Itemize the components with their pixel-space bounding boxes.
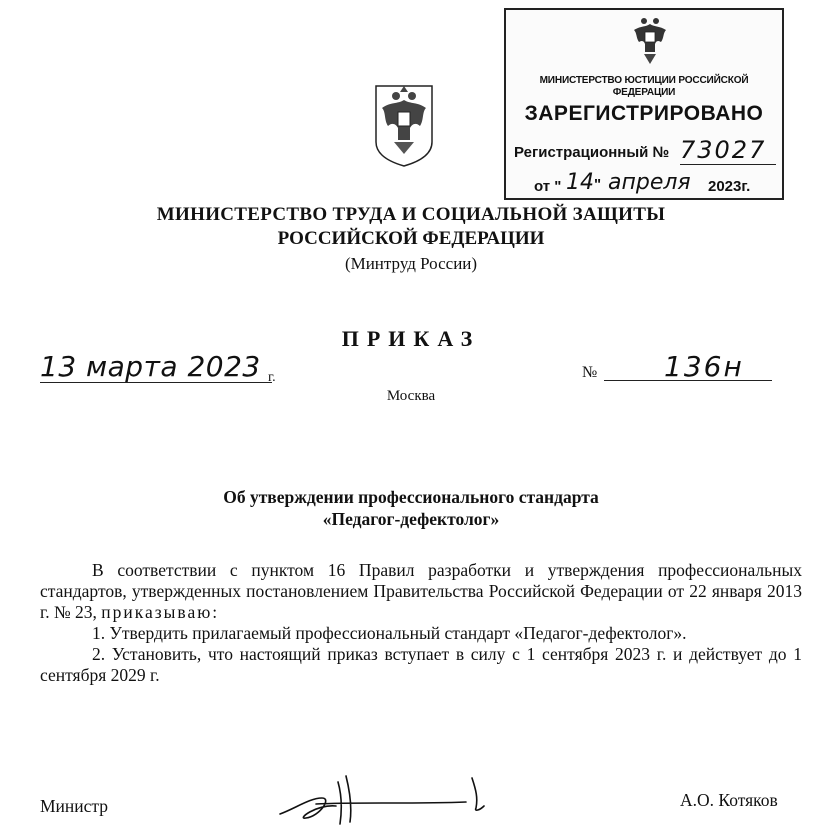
order-body xyxy=(40,560,802,686)
stamp-number-underline xyxy=(680,164,776,165)
ministry-title-line2: РОССИЙСКОЙ ФЕДЕРАЦИИ xyxy=(277,228,545,249)
coat-of-arms-emblem-icon xyxy=(372,82,436,168)
order-title: ПРИКАЗ xyxy=(341,326,481,351)
registration-stamp xyxy=(504,8,784,200)
subject-line2: «Педагог-дефектолог» xyxy=(322,509,500,529)
order-number-handwritten: 136н xyxy=(664,350,744,383)
order-subject xyxy=(0,486,822,530)
stamp-registration-number: 73027 xyxy=(680,136,767,164)
order-city: Москва xyxy=(386,388,436,404)
ministry-title-line1: МИНИСТЕРСТВО ТРУДА И СОЦИАЛЬНОЙ ЗАЩИТЫ xyxy=(156,204,666,225)
order-number-label: № xyxy=(582,364,598,381)
body-item-2: 2. Установить, что настоящий приказ вступает в силу с 1 сентября 2023 г. и действует до 1 сентября 2029 г. xyxy=(40,644,802,685)
stamp-date-month: апреля xyxy=(608,170,691,195)
signatory-title: Министр xyxy=(40,796,109,816)
stamp-date-year: 2023г. xyxy=(708,178,751,195)
body-intro: В соответствии с пунктом 16 Правил разработки и утверждения профессиональных стандартов, утвержденных постановлением Правительства Российской Федерации от 22 января 2013 г. № 23, приказываю: xyxy=(40,560,802,622)
handwritten-signature-icon xyxy=(276,768,506,828)
order-number-underline xyxy=(604,380,772,381)
stamp-emblem-icon xyxy=(630,14,670,68)
stamp-registration-label: Регистрационный № xyxy=(514,144,670,161)
ministry-short-name: (Минтруд России) xyxy=(344,254,478,273)
stamp-ministry-name: МИНИСТЕРСТВО ЮСТИЦИИ РОССИЙСКОЙ ФЕДЕРАЦИИ xyxy=(539,74,749,98)
order-date-handwritten: 13 марта 2023 xyxy=(40,350,261,383)
stamp-date-day: 14" xyxy=(566,170,602,195)
order-date-suffix: г. xyxy=(268,370,276,385)
signatory-name: А.О. Котяков xyxy=(680,790,778,810)
subject-line1: Об утверждении профессионального стандарта xyxy=(223,487,599,507)
stamp-registered-label: ЗАРЕГИСТРИРОВАНО xyxy=(524,102,764,125)
order-date-underline xyxy=(40,382,272,383)
body-item-1: 1. Утвердить прилагаемый профессиональный стандарт «Педагог-дефектолог». xyxy=(92,623,687,643)
stamp-date-prefix: от " xyxy=(534,178,562,195)
